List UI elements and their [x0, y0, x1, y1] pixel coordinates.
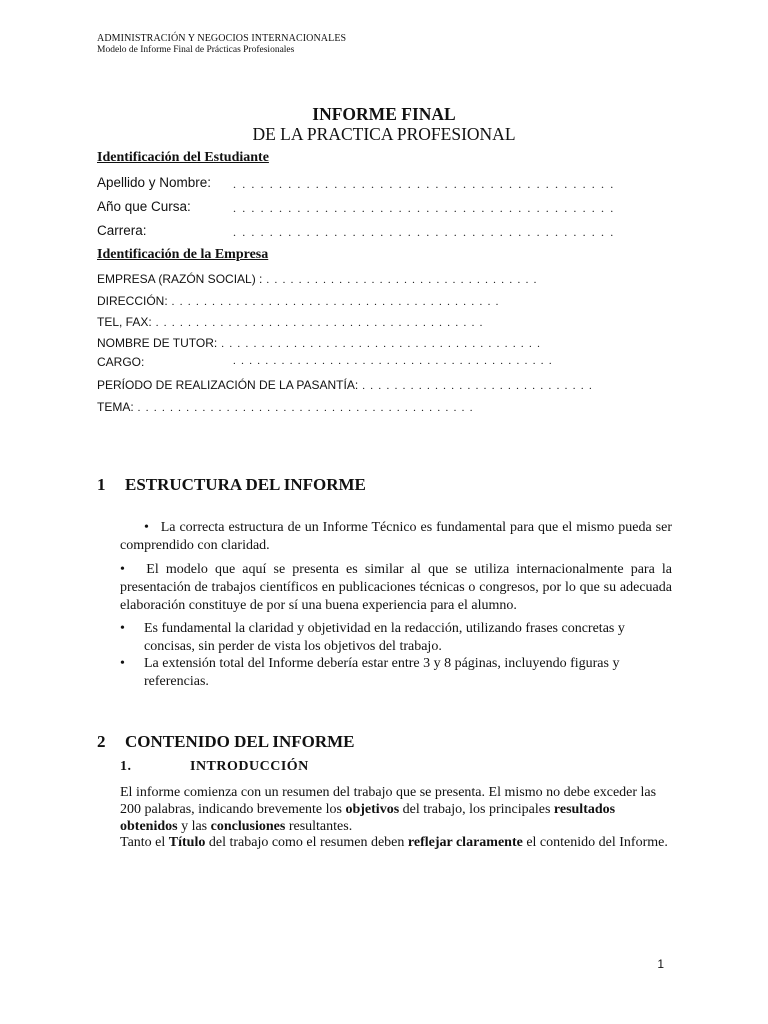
section-1-number: 1: [97, 475, 106, 494]
field-label-cargo: CARGO:: [97, 355, 145, 369]
section-1-heading: [97, 475, 366, 495]
section-2-number: 2: [97, 732, 106, 751]
field-blank-tema: . . . . . . . . . . . . . . . . . . . . . . . . . . . . . . . . . . . . . . . . . .: [137, 402, 474, 414]
subsection-number: 1.: [120, 759, 132, 774]
field-blank-anio: . . . . . . . . . . . . . . . . . . . . . . . . . . . . . . . . . . . . . . . . . .: [233, 201, 615, 215]
intro-bold-objetivos: objetivos: [345, 802, 400, 817]
company-heading: Identificación de la Empresa: [97, 247, 269, 262]
field-row-direccion: [97, 292, 500, 310]
bullet-marker: •: [144, 520, 149, 535]
bullet-item: [120, 519, 672, 555]
field-blank-apellido: . . . . . . . . . . . . . . . . . . . . . . . . . . . . . . . . . . . . . . . . . .: [233, 177, 615, 191]
intro-bold-reflejar: reflejar claramente: [407, 835, 523, 850]
bullet-marker: •: [120, 562, 125, 577]
intro-bold-resultados: resultados obtenidos: [120, 802, 616, 834]
bullet-text-2: El modelo que aquí se presenta es similar al que se utiliza internacionalmente para la presentación de trabajos científicos en publicaciones técnicas o congresos, por lo que su adecuada elaboración constituye de por sí una buena experiencia para el alumno.: [120, 562, 673, 613]
field-blank-tutor: . . . . . . . . . . . . . . . . . . . . . . . . . . . . . . . . . . . . . . . .: [221, 338, 542, 350]
intro-bold-conclusiones: conclusiones: [210, 819, 286, 834]
bullet-item: [120, 655, 672, 691]
field-blank-carrera: . . . . . . . . . . . . . . . . . . . . . . . . . . . . . . . . . . . . . . . . . .: [233, 225, 615, 239]
field-label-apellido: Apellido y Nombre:: [97, 175, 212, 190]
field-blank-direccion: . . . . . . . . . . . . . . . . . . . . . . . . . . . . . . . . . . . . . . . . .: [171, 296, 500, 308]
bullet-text: [120, 561, 672, 615]
bullet-text: [120, 519, 672, 555]
document-title: INFORME FINAL: [312, 104, 456, 124]
field-label-empresa: EMPRESA (RAZÓN SOCIAL) :: [97, 272, 263, 286]
section-2-heading: [97, 732, 355, 752]
section-1-title: ESTRUCTURA DEL INFORME: [125, 475, 366, 494]
bullet-marker: •: [120, 621, 125, 636]
field-blank-cargo: . . . . . . . . . . . . . . . . . . . . . . . . . . . . . . . . . . . . . . . .: [233, 355, 553, 367]
intro-text: el contenido del Informe.: [522, 835, 668, 850]
bullet-text-3: Es fundamental la claridad y objetividad en la redacción, utilizando frases concretas y concisas, sin perder de vista los objetivos del trabajo.: [144, 621, 625, 654]
intro-paragraph-2: [120, 834, 672, 851]
bullet-marker: •: [120, 656, 125, 671]
bullet-item: [120, 561, 672, 615]
intro-text: del trabajo como el resumen deben: [205, 835, 408, 850]
field-row-tutor: [97, 334, 541, 352]
section-2-title: CONTENIDO DEL INFORME: [125, 732, 355, 751]
field-row-tel: [97, 313, 484, 331]
field-label-tel: TEL, FAX:: [97, 315, 152, 329]
running-header-subtitle: Modelo de Informe Final de Prácticas Profesionales: [97, 45, 295, 55]
student-heading: Identificación del Estudiante: [97, 150, 269, 165]
field-row-tema: [97, 398, 474, 416]
intro-text: del trabajo, los principales: [399, 802, 554, 817]
field-row-periodo: [97, 376, 593, 394]
bullet-text-4: La extensión total del Informe debería estar entre 3 y 8 páginas, incluyendo figuras y referencias.: [144, 656, 620, 689]
field-blank-tel: . . . . . . . . . . . . . . . . . . . . . . . . . . . . . . . . . . . . . . . . .: [155, 317, 484, 329]
running-header-title: ADMINISTRACIÓN Y NEGOCIOS INTERNACIONALES: [97, 33, 347, 44]
intro-text: El informe comienza con un resumen del trabajo que se presenta. El mismo no debe exceder las 200 palabras, indicando brevemente los: [120, 785, 657, 817]
field-label-periodo: PERÍODO DE REALIZACIÓN DE LA PASANTÍA:: [97, 378, 359, 392]
field-blank-empresa: . . . . . . . . . . . . . . . . . . . . . . . . . . . . . . . . . .: [266, 274, 538, 286]
intro-paragraph-1: [120, 784, 672, 835]
intro-text: y las: [177, 819, 211, 834]
field-label-tutor: NOMBRE DE TUTOR:: [97, 336, 218, 350]
document-subtitle: DE LA PRACTICA PROFESIONAL: [252, 124, 516, 144]
field-row-empresa: [97, 270, 538, 288]
field-blank-periodo: . . . . . . . . . . . . . . . . . . . . . . . . . . . . .: [362, 380, 594, 392]
subsection-title: INTRODUCCIÓN: [190, 759, 309, 774]
bullet-item: [120, 620, 672, 656]
field-label-tema: TEMA:: [97, 400, 134, 414]
page-number: 1: [657, 957, 664, 971]
field-label-direccion: DIRECCIÓN:: [97, 294, 168, 308]
intro-text: resultantes.: [285, 819, 353, 834]
field-label-anio: Año que Cursa:: [97, 199, 191, 214]
intro-text: Tanto el: [120, 835, 169, 850]
field-label-carrera: Carrera:: [97, 223, 147, 238]
intro-bold-titulo: Título: [168, 835, 206, 850]
bullet-text-1: La correcta estructura de un Informe Técnico es fundamental para que el mismo pueda ser comprendido con claridad.: [120, 520, 672, 553]
